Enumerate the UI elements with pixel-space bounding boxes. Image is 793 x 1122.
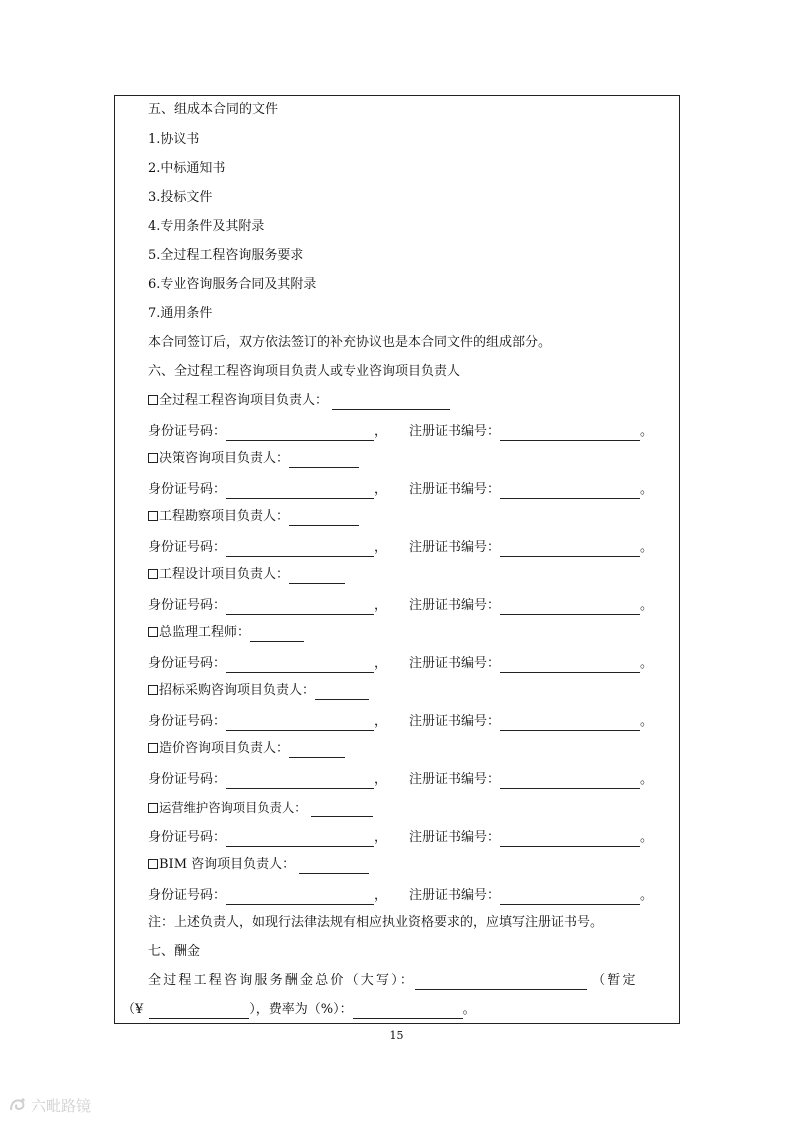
section-5-item: 3.投标文件 [148,190,213,205]
role-label: 招标采购咨询项目负责人： [159,683,316,698]
name-field[interactable] [250,627,304,642]
name-field[interactable] [289,569,345,584]
role-checkbox[interactable] [148,859,158,869]
page-number: 15 [389,1029,404,1042]
comma: ， [374,424,388,439]
name-field[interactable] [289,511,359,526]
id-label: 身份证号码： [148,656,227,671]
id-line [148,655,653,673]
period: 。 [640,656,654,671]
id-line [148,539,653,557]
id-number-field[interactable] [226,832,374,847]
rate-label: ），费率为（%）： [249,1002,353,1017]
rate-field[interactable] [353,1004,463,1019]
role-line [148,392,450,410]
comma: ， [374,714,388,729]
reg-label: 注册证书编号： [409,482,501,497]
watermark-text: 六毗路镜 [31,1097,92,1115]
watermark [8,1095,91,1116]
reg-label: 注册证书编号： [409,830,501,845]
role-line [148,450,359,468]
period: 。 [640,424,654,439]
period: 。 [640,830,654,845]
role-label: 决策咨询项目负责人： [159,451,290,466]
id-number-field[interactable] [226,716,374,731]
period: 。 [462,1002,476,1017]
reg-number-field[interactable] [500,600,640,615]
id-number-field[interactable] [226,658,374,673]
role-line [148,624,304,642]
watermark-logo-icon [8,1096,28,1114]
role-line [148,740,345,758]
role-label: 全过程工程咨询项目负责人： [159,393,329,408]
section-5-note: 本合同签订后，双方依法签订的补充协议也是本合同文件的组成部分。 [148,335,552,350]
id-line [148,887,653,905]
reg-number-field[interactable] [500,890,640,905]
role-line [148,856,369,874]
role-checkbox[interactable] [148,395,158,405]
section-7-heading: 七、酬金 [148,944,201,959]
id-number-field[interactable] [226,774,374,789]
id-label: 身份证号码： [148,830,227,845]
role-label: 总监理工程师： [159,625,251,640]
id-label: 身份证号码： [148,888,227,903]
name-field[interactable] [315,685,369,700]
role-checkbox[interactable] [148,511,158,521]
reg-number-field[interactable] [500,832,640,847]
section-5-item: 6.专业咨询服务合同及其附录 [148,277,317,292]
section-5-heading: 五、组成本合同的文件 [148,102,279,117]
reg-number-field[interactable] [500,426,640,441]
period: 。 [640,888,654,903]
reg-label: 注册证书编号： [409,424,501,439]
tentative-label: （暂定 [592,973,638,988]
yen-prefix: （¥ [122,1002,144,1017]
period: 。 [640,482,654,497]
id-line [148,829,653,847]
id-label: 身份证号码： [148,714,227,729]
role-label: 工程设计项目负责人： [159,567,290,582]
role-checkbox[interactable] [148,453,158,463]
name-field[interactable] [299,859,369,874]
comma: ， [374,482,388,497]
id-number-field[interactable] [226,484,374,499]
comma: ， [374,598,388,613]
id-line [148,713,653,731]
reg-label: 注册证书编号： [409,540,501,555]
id-number-field[interactable] [226,542,374,557]
id-label: 身份证号码： [148,540,227,555]
comma: ， [374,830,388,845]
role-label: BIM 咨询项目负责人： [159,857,296,872]
reg-label: 注册证书编号： [409,656,501,671]
name-field[interactable] [289,453,359,468]
role-line [148,799,373,817]
role-label: 造价咨询项目负责人： [159,741,290,756]
id-line [148,771,653,789]
reg-number-field[interactable] [500,774,640,789]
name-field[interactable] [332,395,450,410]
reg-label: 注册证书编号： [409,888,501,903]
comma: ， [374,772,388,787]
reg-number-field[interactable] [500,542,640,557]
name-field[interactable] [289,743,345,758]
role-line [148,682,369,700]
fee-rate-line [122,1001,476,1019]
id-label: 身份证号码： [148,772,227,787]
fee-total-field[interactable] [415,975,587,990]
comma: ， [374,656,388,671]
role-line [148,566,345,584]
reg-number-field[interactable] [500,484,640,499]
section-6-note: 注：上述负责人，如现行法律法规有相应执业资格要求的，应填写注册证书号。 [148,915,604,930]
id-line [148,423,653,441]
reg-number-field[interactable] [500,716,640,731]
fee-total-line [148,972,638,990]
period: 。 [640,540,654,555]
id-label: 身份证号码： [148,424,227,439]
period: 。 [640,598,654,613]
id-label: 身份证号码： [148,598,227,613]
role-label: 运营维护咨询项目负责人： [159,801,307,815]
id-line [148,481,653,499]
section-5-item: 5.全过程工程咨询服务要求 [148,248,304,263]
role-checkbox[interactable] [148,627,158,637]
id-number-field[interactable] [226,890,374,905]
fee-amount-field[interactable] [149,1004,249,1019]
name-field[interactable] [311,802,373,817]
section-5-item: 7.通用条件 [148,306,213,321]
comma: ， [374,888,388,903]
comma: ， [374,540,388,555]
role-line [148,508,359,526]
reg-number-field[interactable] [500,658,640,673]
reg-label: 注册证书编号： [409,714,501,729]
role-checkbox[interactable] [148,803,158,813]
role-checkbox[interactable] [148,743,158,753]
section-5-item: 2.中标通知书 [148,161,226,176]
role-checkbox[interactable] [148,569,158,579]
fee-total-label: 全过程工程咨询服务酬金总价（大写）： [148,973,416,988]
role-checkbox[interactable] [148,685,158,695]
section-5-item: 4.专用条件及其附录 [148,219,265,234]
section-5-item: 1.协议书 [148,132,200,147]
reg-label: 注册证书编号： [409,598,501,613]
id-number-field[interactable] [226,600,374,615]
role-label: 工程勘察项目负责人： [159,509,290,524]
period: 。 [640,714,654,729]
id-number-field[interactable] [226,426,374,441]
section-6-heading: 六、全过程工程咨询项目负责人或专业咨询项目负责人 [148,364,461,379]
id-line [148,597,653,615]
period: 。 [640,772,654,787]
reg-label: 注册证书编号： [409,772,501,787]
id-label: 身份证号码： [148,482,227,497]
